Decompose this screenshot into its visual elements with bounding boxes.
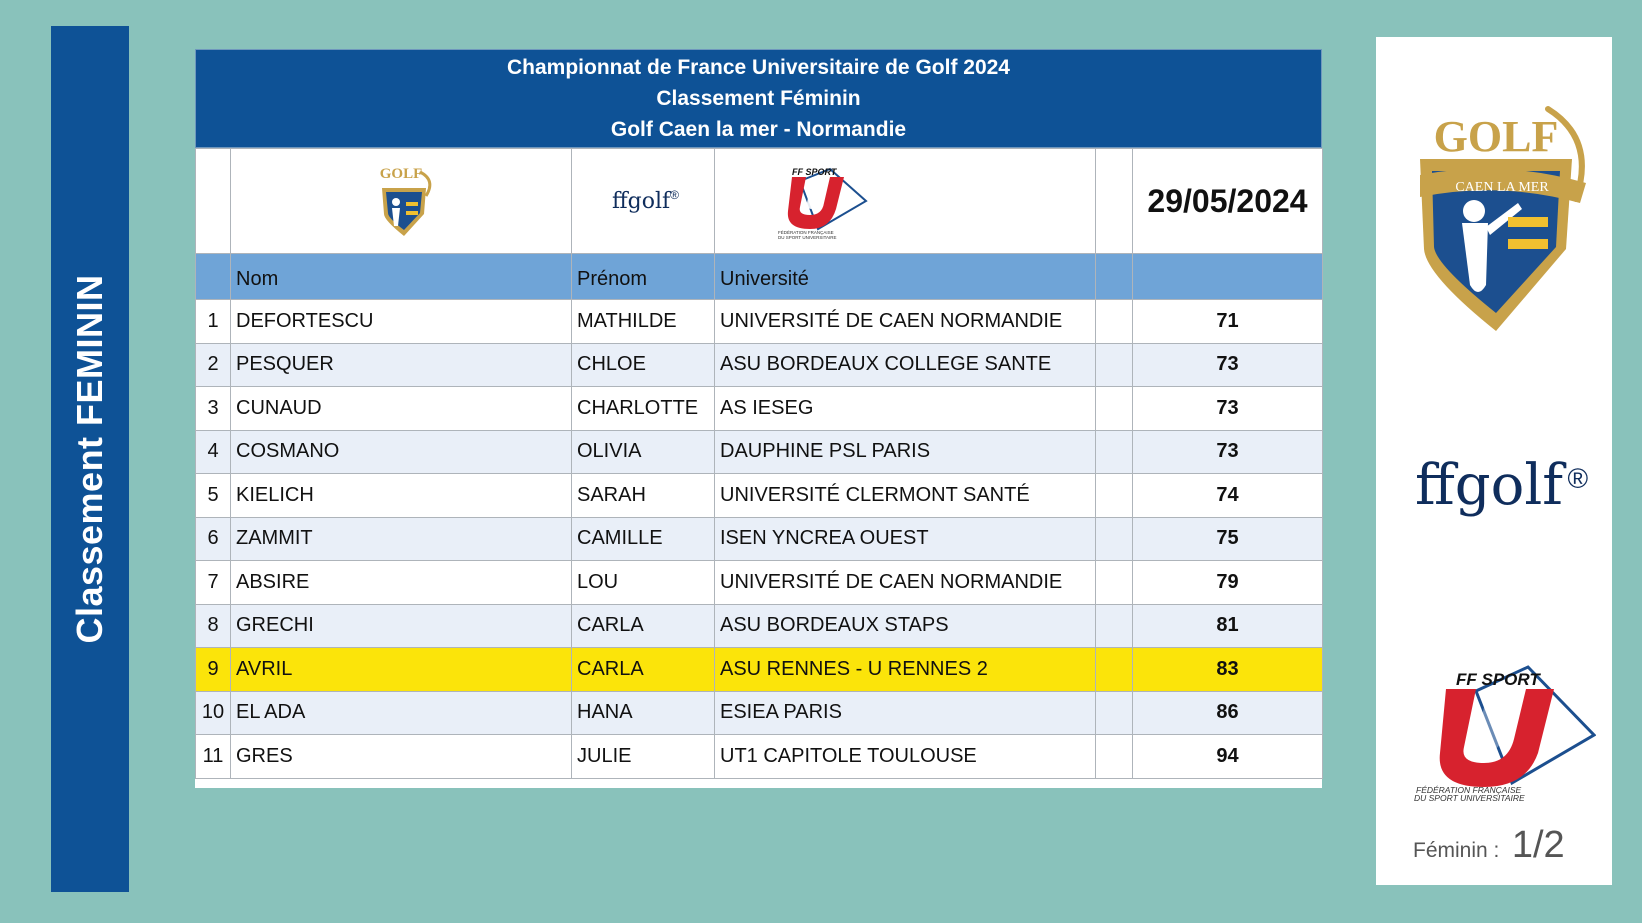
table-row [196,691,1323,735]
results-table [195,148,1323,779]
prenom-cell: JULIE [572,735,715,779]
universite-cell: UNIVERSITÉ DE CAEN NORMANDIE [715,300,1096,344]
table-row [196,517,1323,561]
ffgolf-logo [1415,453,1588,518]
prenom-cell: SARAH [572,474,715,518]
rank-cell: 6 [196,517,231,561]
score-cell: 75 [1133,517,1323,561]
gap-cell [1096,387,1133,431]
gap-cell [1096,474,1133,518]
ffgolf-logo-small: ffgolf [612,188,671,214]
universite-cell: UNIVERSITÉ CLERMONT SANTÉ [715,474,1096,518]
rank-cell: 5 [196,474,231,518]
ffsport-small-text: FF SPORT [792,167,837,177]
score-cell: 73 [1133,343,1323,387]
golf-caen-logo-small-subtext: CAEN LA MER [385,184,420,190]
universite-cell: ESIEA PARIS [715,691,1096,735]
ffsport-caption-1: FÉDÉRATION FRANÇAISE [1416,785,1522,795]
ffsport-caption-2: DU SPORT UNIVERSITAIRE [1414,793,1525,801]
ffsport-text: FF SPORT [1456,670,1540,689]
header-rank [196,254,231,300]
nom-cell: KIELICH [231,474,572,518]
nom-cell: ABSIRE [231,561,572,605]
gap-cell [1096,604,1133,648]
universite-cell: ASU RENNES - U RENNES 2 [715,648,1096,692]
ffsport-small-caption-1: FÉDÉRATION FRANÇAISE [778,230,834,235]
prenom-cell: HANA [572,691,715,735]
title-block [195,49,1322,148]
ffgolf-logo-text: ffgolf [1415,453,1563,518]
score-cell: 81 [1133,604,1323,648]
page-indicator [1413,824,1565,867]
score-cell: 83 [1133,648,1323,692]
universite-cell: UT1 CAPITOLE TOULOUSE [715,735,1096,779]
header-gap [1096,254,1133,300]
prenom-cell: OLIVIA [572,430,715,474]
right-logo-panel [1376,37,1612,885]
prenom-cell: LOU [572,561,715,605]
score-cell: 94 [1133,735,1323,779]
header-prenom: Prénom [572,254,715,300]
header-score [1133,254,1323,300]
table-row [196,474,1323,518]
nom-cell: PESQUER [231,343,572,387]
rank-cell: 2 [196,343,231,387]
golf-caen-logo-small-icon [370,162,438,240]
header-universite: Université [715,254,1096,300]
ffsport-logo-cell [715,149,1096,254]
ffgolf-logo-small-reg: ® [670,188,679,202]
nom-cell: CUNAUD [231,387,572,431]
table-row [196,387,1323,431]
nom-cell: EL ADA [231,691,572,735]
ffsport-small-caption-2: DU SPORT UNIVERSITAIRE [778,235,837,239]
rank-cell: 10 [196,691,231,735]
rank-cell: 1 [196,300,231,344]
golf-logo-main-text: GOLF [1433,112,1559,161]
gap-cell [1096,430,1133,474]
golf-caen-logo-small-text: GOLF [379,166,422,182]
side-banner [51,26,129,892]
rank-cell: 8 [196,604,231,648]
score-cell: 73 [1133,430,1323,474]
date-label: 29/05/2024 [1133,149,1323,254]
universite-cell: AS IESEG [715,387,1096,431]
gap-cell [1096,735,1133,779]
nom-cell: DEFORTESCU [231,300,572,344]
gap-cell [1096,517,1133,561]
prenom-cell: CHLOE [572,343,715,387]
prenom-cell: CHARLOTTE [572,387,715,431]
logo-row [196,149,1323,254]
score-cell: 71 [1133,300,1323,344]
universite-cell: DAUPHINE PSL PARIS [715,430,1096,474]
universite-cell: UNIVERSITÉ DE CAEN NORMANDIE [715,561,1096,605]
score-cell: 74 [1133,474,1323,518]
gap-cell [1096,300,1133,344]
rank-cell: 3 [196,387,231,431]
title-line-1: Championnat de France Universitaire de Golf 2024 [507,56,1010,79]
rank-cell: 4 [196,430,231,474]
ffsport-u-logo-icon [1406,663,1596,801]
table-row [196,343,1323,387]
prenom-cell: CARLA [572,604,715,648]
nom-cell: GRES [231,735,572,779]
page-label: Féminin : [1413,839,1500,862]
title-line-2: Classement Féminin [656,87,861,110]
nom-cell: GRECHI [231,604,572,648]
table-row [196,300,1323,344]
table-row [196,430,1323,474]
table-row [196,648,1323,692]
rank-cell: 11 [196,735,231,779]
golf-logo-sub-text: CAEN LA MER [1455,180,1549,195]
table-row [196,561,1323,605]
gap-cell [1096,561,1133,605]
gap-cell [1096,648,1133,692]
nom-cell: AVRIL [231,648,572,692]
gap-cell [1096,691,1133,735]
table-row [196,735,1323,779]
ffgolf-registered-mark: ® [1567,462,1589,494]
universite-cell: ASU BORDEAUX COLLEGE SANTE [715,343,1096,387]
score-cell: 79 [1133,561,1323,605]
golf-caen-logo-cell [231,149,572,254]
rank-cell: 9 [196,648,231,692]
side-banner-title: Classement FEMININ [69,274,110,644]
rank-cell: 7 [196,561,231,605]
universite-cell: ASU BORDEAUX STAPS [715,604,1096,648]
ranking-table [195,49,1322,788]
page-number: 1/2 [1511,824,1565,866]
prenom-cell: CAMILLE [572,517,715,561]
ffgolf-logo-cell [572,149,715,254]
nom-cell: COSMANO [231,430,572,474]
nom-cell: ZAMMIT [231,517,572,561]
prenom-cell: MATHILDE [572,300,715,344]
score-cell: 73 [1133,387,1323,431]
title-line-3: Golf Caen la mer - Normandie [610,118,907,141]
column-header-row [196,254,1323,300]
gap-cell [1096,343,1133,387]
golf-caen-la-mer-logo-icon [1390,99,1600,339]
header-nom: Nom [231,254,572,300]
ffsport-u-logo-small-icon [770,163,870,239]
score-cell: 86 [1133,691,1323,735]
table-row [196,604,1323,648]
logo-row-empty [196,149,231,254]
prenom-cell: CARLA [572,648,715,692]
logo-row-gap [1096,149,1133,254]
universite-cell: ISEN YNCREA OUEST [715,517,1096,561]
